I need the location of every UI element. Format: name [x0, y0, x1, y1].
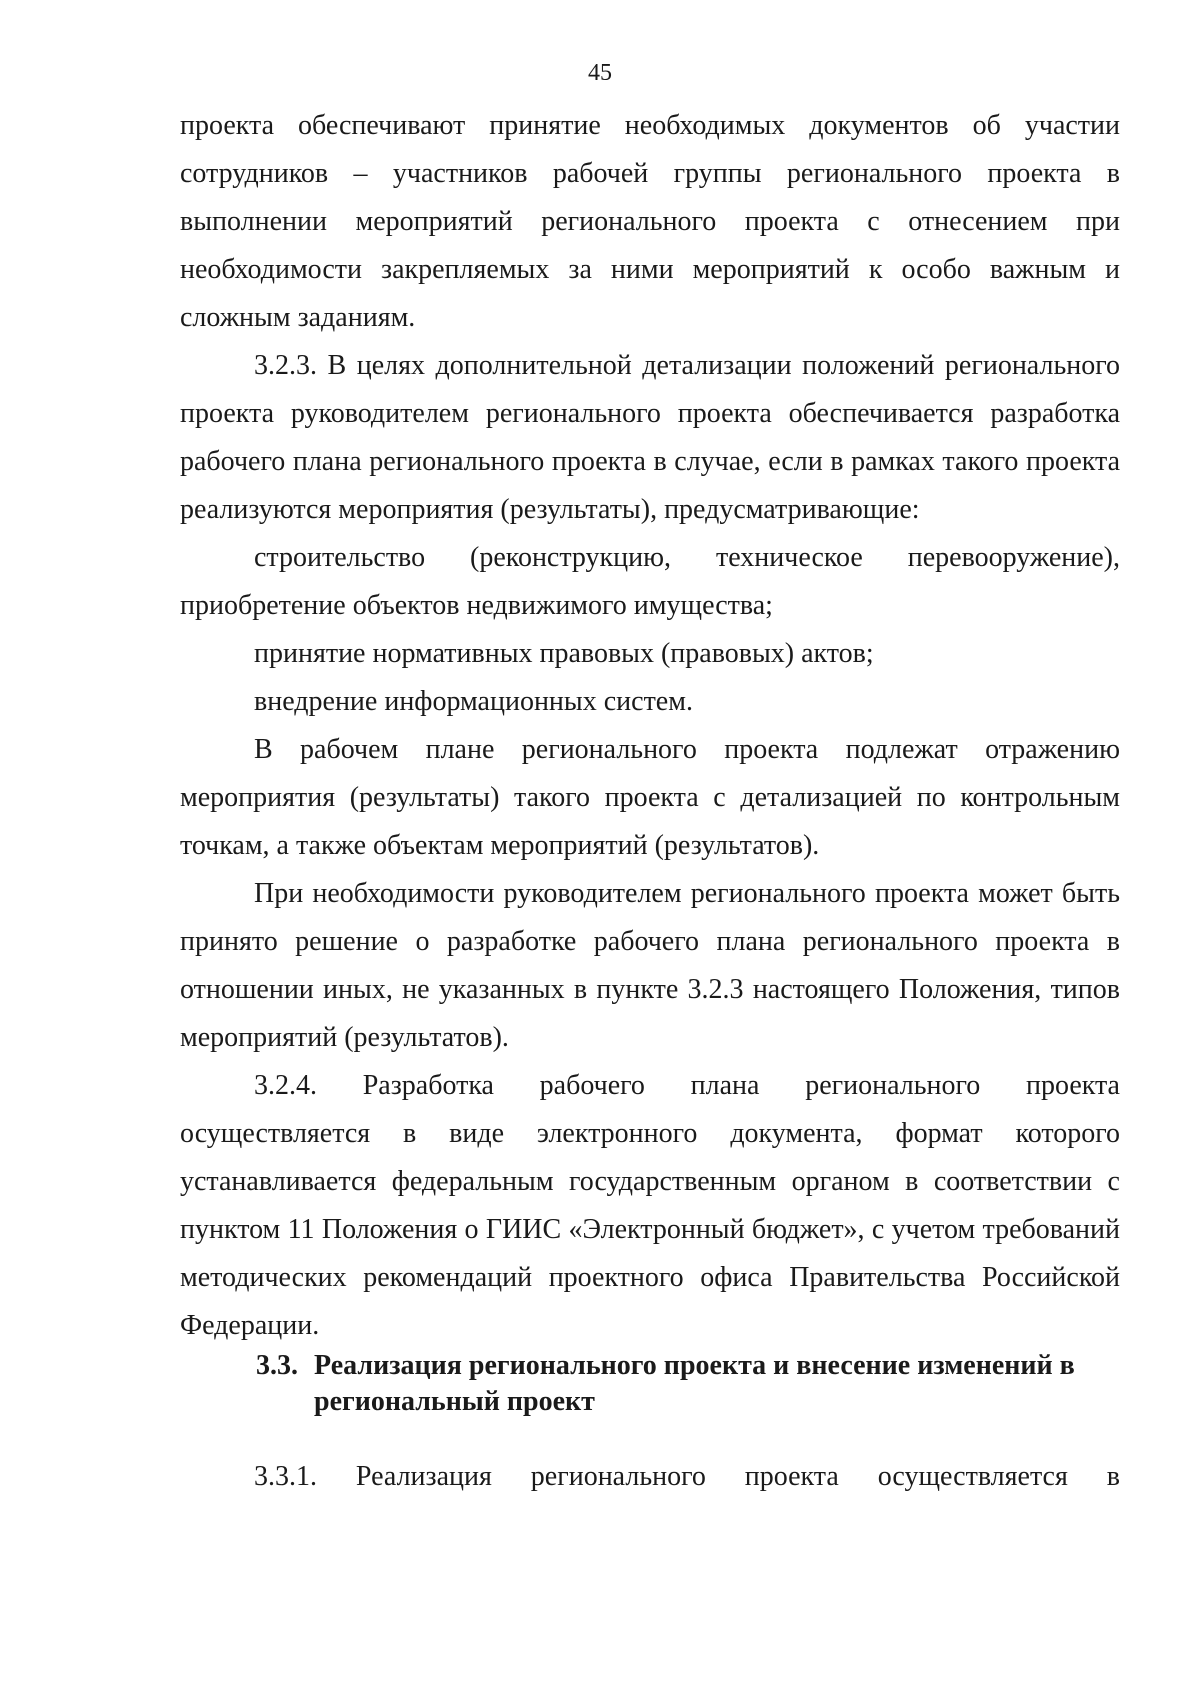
paragraph-if-needed: При необходимости руководителем регионального проекта может быть принято решение о разработке рабочего плана регионального проекта в отношении иных, не указанных в пункте 3.2.3 настоящего Положения, типов мероприятий (результатов). — [180, 878, 1120, 1053]
body-text-bottom — [180, 1453, 1120, 1501]
list-item-acts: принятие нормативных правовых (правовых) актов; — [254, 638, 874, 669]
list-item-systems: внедрение информационных систем. — [254, 686, 693, 717]
section-heading-3-3 — [256, 1348, 1120, 1420]
paragraph-3-2-3: 3.2.3. В целях дополнительной детализации положений регионального проекта руководителем регионального проекта обеспечивается разработка рабочего плана регионального проекта в случае, если в рамках такого проекта реализуются мероприятия (результаты), предусматривающие: — [180, 350, 1120, 525]
paragraph-3-3-1: 3.3.1. Реализация регионального проекта осуществляется в — [254, 1461, 1120, 1492]
section-heading-line2: региональный проект — [314, 1386, 595, 1417]
paragraph-3-2-4: 3.2.4. Разработка рабочего плана регионального проекта осуществляется в виде электронного документа, формат которого устанавливается федеральным государственным органом в соответствии с пунктом 11 Положения о ГИИС «Электронный бюджет», с учетом требований методических рекомендаций проектного офиса Правительства Российской Федерации. — [180, 1070, 1120, 1341]
page-number: 45 — [588, 60, 612, 86]
paragraph-work-plan: В рабочем плане регионального проекта подлежат отражению мероприятия (результаты) такого проекта с детализацией по контрольным точкам, а также объектам мероприятий (результатов). — [180, 734, 1120, 861]
list-item-construction: строительство (реконструкцию, техническое перевооружение), приобретение объектов недвижимого имущества; — [180, 542, 1120, 621]
paragraph-continuation: проекта обеспечивают принятие необходимых документов об участии сотрудников – участников рабочей группы регионального проекта в выполнении мероприятий регионального проекта с отнесением при необходимости закрепляемых за ними мероприятий к особо важным и сложным заданиям. — [180, 110, 1120, 333]
section-heading-number: 3.3. — [256, 1350, 298, 1381]
body-text-top — [180, 102, 1120, 1350]
section-heading-line1: Реализация регионального проекта и внесение изменений в — [314, 1350, 1075, 1381]
